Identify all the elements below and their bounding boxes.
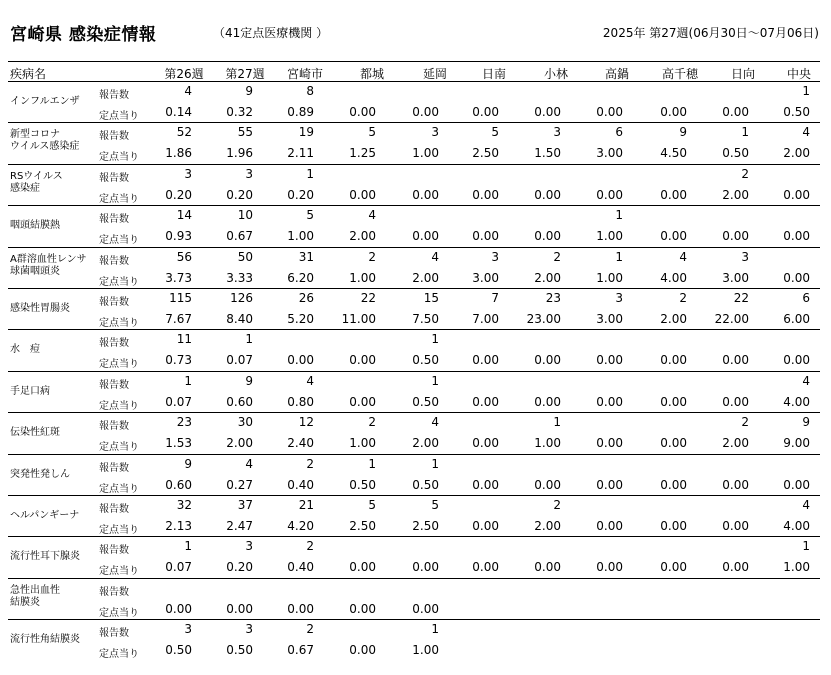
per-site-cell: 0.00 bbox=[596, 477, 623, 492]
per-site-cell: 1.00 bbox=[596, 229, 623, 244]
per-site-label: 定点当り bbox=[99, 524, 139, 536]
per-site-cell: 0.67 bbox=[287, 643, 314, 658]
disease-name: 感染性胃腸炎 bbox=[10, 302, 70, 314]
per-site-cell: 0.00 bbox=[349, 643, 376, 658]
per-site-cell: 0.00 bbox=[660, 436, 687, 451]
per-site-cell: 0.00 bbox=[472, 187, 499, 202]
report-title: 宮崎県 感染症情報 bbox=[10, 25, 157, 45]
report-count-cell: 3 bbox=[245, 166, 253, 181]
per-site-cell: 0.00 bbox=[660, 477, 687, 492]
report-count-cell: 1 bbox=[184, 373, 192, 388]
per-site-cell: 0.80 bbox=[287, 394, 314, 409]
report-count-cell: 9 bbox=[245, 373, 253, 388]
report-count-cell: 2 bbox=[306, 622, 314, 637]
per-site-cell: 0.00 bbox=[412, 560, 439, 575]
report-count-cell: 3 bbox=[184, 166, 192, 181]
per-site-cell: 23.00 bbox=[526, 311, 561, 326]
per-site-cell: 3.73 bbox=[165, 270, 192, 285]
per-site-cell: 0.60 bbox=[226, 394, 253, 409]
per-site-cell: 2.00 bbox=[412, 270, 439, 285]
per-site-cell: 0.00 bbox=[722, 394, 749, 409]
report-count-label: 報告数 bbox=[99, 462, 129, 474]
report-count-cell: 9 bbox=[245, 84, 253, 98]
report-count-cell: 5 bbox=[306, 208, 314, 223]
report-count-cell: 52 bbox=[176, 125, 192, 140]
per-site-cell: 3.00 bbox=[722, 270, 749, 285]
report-count-cell: 3 bbox=[553, 125, 561, 140]
per-site-label: 定点当り bbox=[99, 649, 139, 661]
disease-name: 新型コロナ ウイルス感染症 bbox=[10, 129, 80, 153]
report-count-label: 報告数 bbox=[99, 338, 129, 350]
report-count-cell: 1 bbox=[306, 166, 314, 181]
per-site-cell: 0.00 bbox=[349, 601, 376, 616]
report-count-cell: 1 bbox=[431, 373, 439, 388]
per-site-cell: 2.47 bbox=[226, 518, 253, 533]
disease-block bbox=[8, 289, 820, 330]
report-count-cell: 11 bbox=[176, 332, 192, 347]
per-site-cell: 0.00 bbox=[472, 394, 499, 409]
per-site-cell: 0.40 bbox=[287, 477, 314, 492]
report-count-cell: 2 bbox=[368, 415, 376, 430]
per-site-cell: 3.00 bbox=[596, 146, 623, 161]
report-count-cell: 1 bbox=[431, 622, 439, 637]
per-site-cell: 0.00 bbox=[722, 477, 749, 492]
per-site-cell: 1.00 bbox=[349, 270, 376, 285]
per-site-cell: 0.00 bbox=[783, 187, 810, 202]
per-site-cell: 0.00 bbox=[783, 353, 810, 368]
report-count-cell: 4 bbox=[431, 415, 439, 430]
table-header-row bbox=[8, 62, 820, 82]
per-site-cell: 1.00 bbox=[412, 643, 439, 658]
report-count-cell: 50 bbox=[237, 249, 253, 264]
per-site-cell: 0.50 bbox=[226, 643, 253, 658]
per-site-cell: 0.00 bbox=[660, 353, 687, 368]
per-site-label: 定点当り bbox=[99, 235, 139, 247]
report-count-label: 報告数 bbox=[99, 131, 129, 143]
per-site-cell: 0.00 bbox=[287, 601, 314, 616]
report-count-label: 報告数 bbox=[99, 172, 129, 184]
report-subtitle: （41定点医療機関 ） bbox=[213, 26, 329, 40]
report-count-cell: 126 bbox=[230, 290, 253, 305]
per-site-cell: 0.00 bbox=[660, 229, 687, 244]
per-site-cell: 0.00 bbox=[287, 353, 314, 368]
per-site-cell: 0.00 bbox=[349, 353, 376, 368]
per-site-cell: 0.00 bbox=[783, 477, 810, 492]
report-count-cell: 37 bbox=[237, 497, 253, 512]
report-count-cell: 23 bbox=[176, 415, 192, 430]
per-site-cell: 2.00 bbox=[660, 311, 687, 326]
report-count-cell: 8 bbox=[306, 84, 314, 98]
column-header: 第27週 bbox=[225, 67, 265, 81]
per-site-cell: 0.00 bbox=[472, 353, 499, 368]
per-site-cell: 0.07 bbox=[226, 353, 253, 368]
report-count-cell: 6 bbox=[802, 290, 810, 305]
disease-table bbox=[8, 61, 820, 661]
table-body bbox=[8, 82, 820, 661]
report-count-cell: 7 bbox=[491, 290, 499, 305]
per-site-label: 定点当り bbox=[99, 359, 139, 371]
per-site-cell: 0.00 bbox=[472, 477, 499, 492]
per-site-cell: 4.00 bbox=[660, 270, 687, 285]
disease-block bbox=[8, 620, 820, 661]
per-site-cell: 1.53 bbox=[165, 436, 192, 451]
per-site-cell: 2.11 bbox=[287, 146, 314, 161]
per-site-cell: 1.25 bbox=[349, 146, 376, 161]
per-site-cell: 9.00 bbox=[783, 436, 810, 451]
disease-block bbox=[8, 372, 820, 413]
per-site-label: 定点当り bbox=[99, 111, 139, 122]
report-count-cell: 5 bbox=[491, 125, 499, 140]
per-site-cell: 4.00 bbox=[783, 394, 810, 409]
report-count-cell: 2 bbox=[368, 249, 376, 264]
report-count-cell: 3 bbox=[245, 622, 253, 637]
report-count-cell: 4 bbox=[679, 249, 687, 264]
per-site-cell: 2.00 bbox=[722, 187, 749, 202]
report-count-cell: 32 bbox=[176, 497, 192, 512]
report-count-cell: 5 bbox=[431, 497, 439, 512]
report-count-cell: 1 bbox=[802, 84, 810, 98]
column-header: 第26週 bbox=[164, 67, 204, 81]
per-site-cell: 1.00 bbox=[783, 560, 810, 575]
report-count-cell: 56 bbox=[176, 249, 192, 264]
per-site-cell: 0.50 bbox=[412, 477, 439, 492]
report-count-label: 報告数 bbox=[99, 586, 129, 598]
per-site-cell: 0.00 bbox=[165, 601, 192, 616]
per-site-label: 定点当り bbox=[99, 276, 139, 288]
per-site-cell: 2.50 bbox=[349, 518, 376, 533]
report-count-cell: 2 bbox=[741, 166, 749, 181]
per-site-cell: 0.00 bbox=[226, 601, 253, 616]
per-site-label: 定点当り bbox=[99, 152, 139, 164]
disease-block bbox=[8, 330, 820, 371]
report-count-cell: 9 bbox=[184, 456, 192, 471]
per-site-cell: 0.00 bbox=[534, 560, 561, 575]
report-count-cell: 115 bbox=[169, 290, 192, 305]
per-site-cell: 0.00 bbox=[660, 394, 687, 409]
report-count-cell: 14 bbox=[176, 208, 192, 223]
per-site-cell: 0.00 bbox=[472, 560, 499, 575]
report-count-cell: 4 bbox=[802, 497, 810, 512]
report-count-label: 報告数 bbox=[99, 379, 129, 391]
column-header: 日南 bbox=[481, 67, 506, 81]
per-site-cell: 0.67 bbox=[226, 229, 253, 244]
disease-block bbox=[8, 165, 820, 206]
disease-name: 流行性耳下腺炎 bbox=[10, 551, 80, 563]
per-site-cell: 0.00 bbox=[349, 394, 376, 409]
column-header: 高鍋 bbox=[604, 67, 629, 81]
per-site-cell: 0.00 bbox=[412, 601, 439, 616]
per-site-cell: 1.50 bbox=[534, 146, 561, 161]
per-site-cell: 2.00 bbox=[783, 146, 810, 161]
per-site-cell: 0.00 bbox=[783, 229, 810, 244]
disease-block bbox=[8, 206, 820, 247]
report-count-cell: 4 bbox=[245, 456, 253, 471]
per-site-cell: 0.00 bbox=[534, 229, 561, 244]
per-site-cell: 0.50 bbox=[165, 643, 192, 658]
disease-block bbox=[8, 579, 820, 620]
report-count-cell: 5 bbox=[368, 497, 376, 512]
report-count-cell: 1 bbox=[245, 332, 253, 347]
per-site-cell: 0.00 bbox=[596, 436, 623, 451]
report-count-label: 報告数 bbox=[99, 90, 129, 101]
disease-name: 手足口病 bbox=[10, 385, 50, 397]
per-site-cell: 0.50 bbox=[412, 353, 439, 368]
per-site-cell: 1.86 bbox=[165, 146, 192, 161]
disease-name: 突発性発しん bbox=[10, 468, 70, 480]
per-site-cell: 2.00 bbox=[534, 270, 561, 285]
per-site-cell: 0.00 bbox=[660, 560, 687, 575]
per-site-cell: 4.00 bbox=[783, 518, 810, 533]
per-site-label: 定点当り bbox=[99, 317, 139, 329]
report-count-cell: 31 bbox=[298, 249, 314, 264]
per-site-cell: 2.13 bbox=[165, 518, 192, 533]
report-count-label: 報告数 bbox=[99, 421, 129, 433]
report-count-cell: 4 bbox=[368, 208, 376, 223]
report-count-label: 報告数 bbox=[99, 296, 129, 308]
disease-name: ヘルパンギーナ bbox=[10, 509, 80, 521]
report-count-cell: 4 bbox=[802, 373, 810, 388]
report-count-cell: 6 bbox=[615, 125, 623, 140]
per-site-cell: 2.50 bbox=[412, 518, 439, 533]
per-site-cell: 3.33 bbox=[226, 270, 253, 285]
disease-block bbox=[8, 123, 820, 164]
report-count-cell: 1 bbox=[615, 249, 623, 264]
per-site-cell: 0.00 bbox=[534, 187, 561, 202]
per-site-label: 定点当り bbox=[99, 193, 139, 205]
per-site-cell: 0.40 bbox=[287, 560, 314, 575]
report-count-label: 報告数 bbox=[99, 545, 129, 557]
column-header: 小林 bbox=[543, 67, 568, 81]
report-count-cell: 4 bbox=[431, 249, 439, 264]
per-site-cell: 1.00 bbox=[349, 436, 376, 451]
report-count-cell: 1 bbox=[553, 415, 561, 430]
per-site-cell: 6.00 bbox=[783, 311, 810, 326]
report-count-cell: 3 bbox=[184, 622, 192, 637]
report-count-cell: 1 bbox=[802, 539, 810, 554]
report-count-cell: 9 bbox=[802, 415, 810, 430]
disease-name: 流行性角結膜炎 bbox=[10, 634, 80, 646]
per-site-cell: 0.20 bbox=[287, 187, 314, 202]
report-count-cell: 2 bbox=[306, 539, 314, 554]
per-site-cell: 11.00 bbox=[341, 311, 376, 326]
per-site-cell: 0.50 bbox=[349, 477, 376, 492]
per-site-cell: 8.40 bbox=[226, 311, 253, 326]
report-count-cell: 4 bbox=[184, 84, 192, 98]
per-site-cell: 0.00 bbox=[412, 229, 439, 244]
per-site-cell: 1.00 bbox=[596, 270, 623, 285]
report-count-cell: 22 bbox=[733, 290, 749, 305]
per-site-cell: 0.20 bbox=[226, 187, 253, 202]
per-site-cell: 2.00 bbox=[349, 229, 376, 244]
report-count-cell: 3 bbox=[245, 539, 253, 554]
per-site-cell: 0.50 bbox=[783, 105, 810, 119]
per-site-cell: 7.67 bbox=[165, 311, 192, 326]
per-site-cell: 0.00 bbox=[722, 560, 749, 575]
column-header: 宮崎市 bbox=[286, 67, 323, 81]
per-site-cell: 0.00 bbox=[534, 477, 561, 492]
per-site-label: 定点当り bbox=[99, 400, 139, 412]
per-site-cell: 0.00 bbox=[534, 353, 561, 368]
disease-block bbox=[8, 82, 820, 123]
per-site-cell: 0.00 bbox=[596, 394, 623, 409]
per-site-cell: 0.50 bbox=[412, 394, 439, 409]
disease-block bbox=[8, 537, 820, 578]
report-count-cell: 10 bbox=[237, 208, 253, 223]
per-site-cell: 0.00 bbox=[660, 518, 687, 533]
per-site-cell: 0.00 bbox=[596, 187, 623, 202]
disease-block bbox=[8, 248, 820, 289]
disease-name: 咽頭結膜熱 bbox=[10, 220, 60, 232]
per-site-cell: 0.00 bbox=[472, 436, 499, 451]
per-site-cell: 0.60 bbox=[165, 477, 192, 492]
report-count-cell: 15 bbox=[423, 290, 439, 305]
per-site-cell: 22.00 bbox=[714, 311, 749, 326]
report-count-cell: 3 bbox=[431, 125, 439, 140]
per-site-cell: 1.96 bbox=[226, 146, 253, 161]
per-site-cell: 0.00 bbox=[722, 229, 749, 244]
per-site-cell: 6.20 bbox=[287, 270, 314, 285]
per-site-cell: 0.00 bbox=[660, 187, 687, 202]
report-count-cell: 4 bbox=[306, 373, 314, 388]
disease-block bbox=[8, 455, 820, 496]
per-site-cell: 3.00 bbox=[472, 270, 499, 285]
per-site-cell: 0.00 bbox=[596, 518, 623, 533]
per-site-cell: 0.00 bbox=[412, 187, 439, 202]
report-count-cell: 2 bbox=[679, 290, 687, 305]
report-count-label: 報告数 bbox=[99, 214, 129, 226]
per-site-cell: 0.00 bbox=[722, 518, 749, 533]
per-site-cell: 0.00 bbox=[660, 105, 687, 119]
per-site-cell: 1.00 bbox=[287, 229, 314, 244]
per-site-cell: 0.00 bbox=[472, 518, 499, 533]
report-count-cell: 1 bbox=[184, 539, 192, 554]
per-site-cell: 0.00 bbox=[596, 560, 623, 575]
report-count-cell: 55 bbox=[237, 125, 253, 140]
report-count-cell: 2 bbox=[553, 497, 561, 512]
report-count-cell: 26 bbox=[298, 290, 314, 305]
per-site-cell: 0.00 bbox=[722, 353, 749, 368]
report-count-cell: 1 bbox=[368, 456, 376, 471]
per-site-cell: 0.00 bbox=[412, 105, 439, 119]
disease-column-header: 疾病名 bbox=[10, 67, 47, 81]
report-count-label: 報告数 bbox=[99, 628, 129, 640]
report-count-label: 報告数 bbox=[99, 255, 129, 267]
per-site-label: 定点当り bbox=[99, 442, 139, 454]
report-count-cell: 23 bbox=[545, 290, 561, 305]
report-count-cell: 1 bbox=[431, 332, 439, 347]
disease-name: A群溶血性レンサ 球菌咽頭炎 bbox=[10, 253, 87, 277]
per-site-cell: 1.00 bbox=[534, 436, 561, 451]
report-count-cell: 2 bbox=[306, 456, 314, 471]
column-header: 中央 bbox=[786, 67, 811, 81]
per-site-cell: 2.00 bbox=[534, 518, 561, 533]
per-site-cell: 0.00 bbox=[349, 560, 376, 575]
per-site-cell: 0.07 bbox=[165, 394, 192, 409]
per-site-cell: 2.00 bbox=[722, 436, 749, 451]
report-count-cell: 30 bbox=[237, 415, 253, 430]
per-site-cell: 5.20 bbox=[287, 311, 314, 326]
per-site-cell: 0.73 bbox=[165, 353, 192, 368]
per-site-cell: 0.00 bbox=[596, 105, 623, 119]
report-count-cell: 3 bbox=[741, 249, 749, 264]
report-count-cell: 3 bbox=[615, 290, 623, 305]
column-header: 日向 bbox=[730, 67, 755, 81]
report-count-cell: 2 bbox=[741, 415, 749, 430]
per-site-cell: 0.00 bbox=[783, 270, 810, 285]
per-site-cell: 0.00 bbox=[349, 105, 376, 119]
report-period: 2025年 第27週(06月30日～07月06日) bbox=[602, 26, 819, 40]
report-count-cell: 9 bbox=[679, 125, 687, 140]
per-site-cell: 7.50 bbox=[412, 311, 439, 326]
per-site-cell: 0.00 bbox=[472, 105, 499, 119]
per-site-cell: 4.20 bbox=[287, 518, 314, 533]
per-site-cell: 0.00 bbox=[472, 229, 499, 244]
report-count-cell: 19 bbox=[298, 125, 314, 140]
per-site-cell: 0.32 bbox=[226, 105, 253, 119]
column-header: 延岡 bbox=[422, 67, 447, 81]
report-count-cell: 2 bbox=[553, 249, 561, 264]
report-count-cell: 1 bbox=[615, 208, 623, 223]
report-count-cell: 12 bbox=[298, 415, 314, 430]
per-site-cell: 0.50 bbox=[722, 146, 749, 161]
per-site-label: 定点当り bbox=[99, 566, 139, 578]
per-site-cell: 0.27 bbox=[226, 477, 253, 492]
per-site-cell: 0.20 bbox=[165, 187, 192, 202]
per-site-cell: 0.00 bbox=[722, 105, 749, 119]
report-count-cell: 1 bbox=[431, 456, 439, 471]
report-count-cell: 5 bbox=[368, 125, 376, 140]
report-count-cell: 21 bbox=[298, 497, 314, 512]
per-site-cell: 0.00 bbox=[596, 353, 623, 368]
per-site-cell: 4.50 bbox=[660, 146, 687, 161]
per-site-cell: 1.00 bbox=[412, 146, 439, 161]
report-count-cell: 1 bbox=[741, 125, 749, 140]
per-site-cell: 2.00 bbox=[412, 436, 439, 451]
per-site-cell: 3.00 bbox=[596, 311, 623, 326]
report-count-cell: 22 bbox=[360, 290, 376, 305]
per-site-label: 定点当り bbox=[99, 607, 139, 619]
per-site-cell: 0.00 bbox=[534, 105, 561, 119]
column-header: 高千穂 bbox=[661, 67, 698, 81]
per-site-cell: 7.00 bbox=[472, 311, 499, 326]
per-site-cell: 0.07 bbox=[165, 560, 192, 575]
report-count-cell: 4 bbox=[802, 125, 810, 140]
disease-name: インフルエンザ bbox=[10, 96, 80, 107]
per-site-cell: 0.93 bbox=[165, 229, 192, 244]
disease-block bbox=[8, 413, 820, 454]
per-site-cell: 2.40 bbox=[287, 436, 314, 451]
column-header: 都城 bbox=[359, 67, 384, 81]
per-site-cell: 0.20 bbox=[226, 560, 253, 575]
per-site-cell: 0.00 bbox=[534, 394, 561, 409]
disease-name: 水 痘 bbox=[10, 344, 40, 356]
report-count-label: 報告数 bbox=[99, 503, 129, 515]
disease-name: 急性出血性 結膜炎 bbox=[10, 584, 60, 608]
per-site-cell: 0.14 bbox=[165, 105, 192, 119]
per-site-cell: 2.50 bbox=[472, 146, 499, 161]
disease-block bbox=[8, 496, 820, 537]
report-count-cell: 3 bbox=[491, 249, 499, 264]
per-site-label: 定点当り bbox=[99, 483, 139, 495]
per-site-cell: 2.00 bbox=[226, 436, 253, 451]
disease-name: RSウイルス 感染症 bbox=[10, 170, 63, 194]
per-site-cell: 0.89 bbox=[287, 105, 314, 119]
per-site-cell: 0.00 bbox=[349, 187, 376, 202]
disease-name: 伝染性紅斑 bbox=[10, 427, 60, 439]
